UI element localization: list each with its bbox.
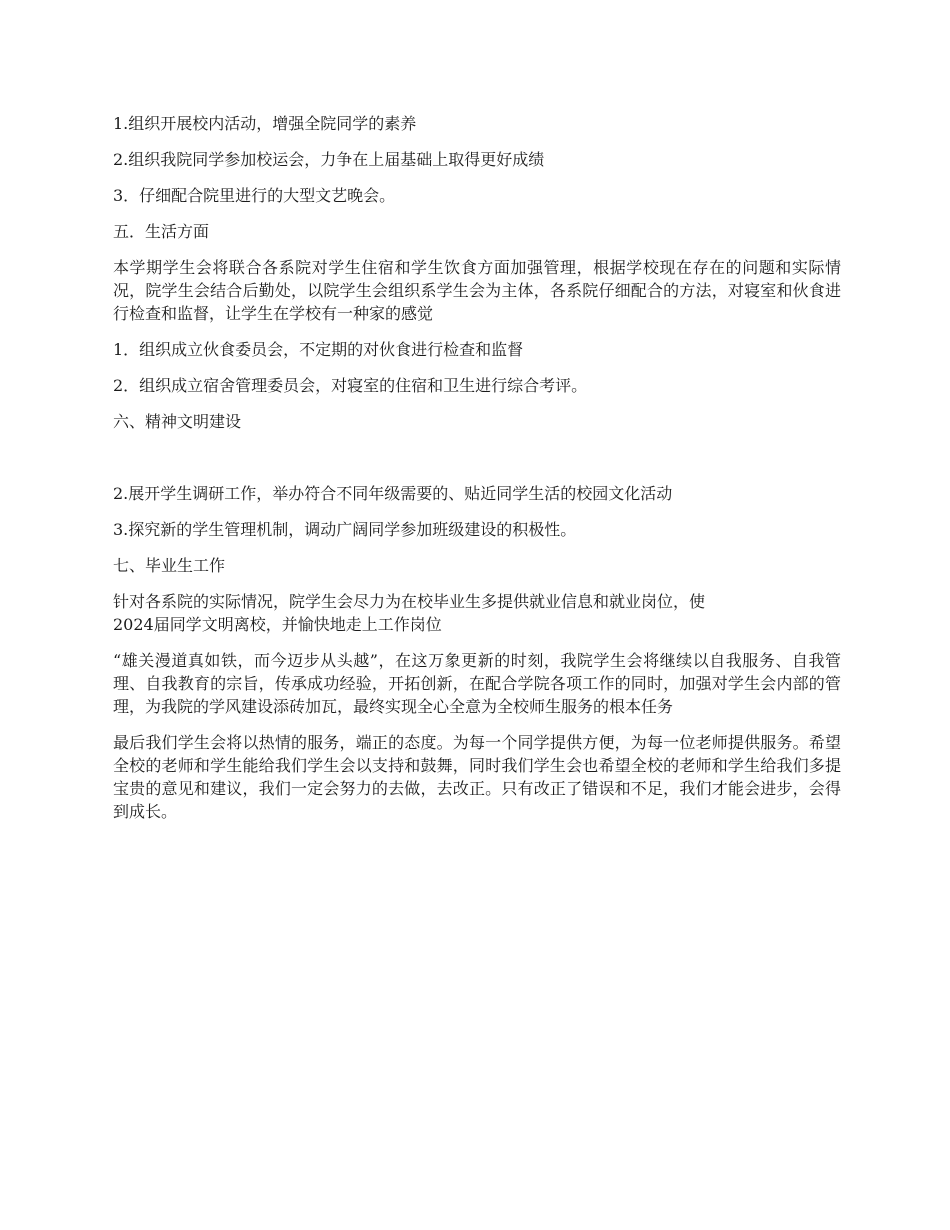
- section-heading-life: 五．生活方面: [113, 222, 210, 241]
- list-item-art-gala: 3．仔细配合院里进行的大型文艺晚会。: [113, 186, 396, 205]
- list-item-management-mechanism: 3.探究新的学生管理机制，调动广阔同学参加班级建设的积极性。: [113, 520, 577, 539]
- document-page: [113, 112, 841, 836]
- section-heading-civilization: 六、精神文明建设: [113, 412, 242, 431]
- list-item-student-research: 2.展开学生调研工作，举办符合不同年级需要的、贴近同学生活的校园文化活动: [113, 484, 673, 503]
- list-item-sports-meet: 2.组织我院同学参加校运会，力争在上届基础上取得更好成绩: [113, 150, 545, 169]
- section-heading-graduates: 七、毕业生工作: [113, 556, 226, 575]
- list-item-organize-activities: 1.组织开展校内活动，增强全院同学的素养: [113, 114, 417, 133]
- paragraph-closing: 最后我们学生会将以热情的服务，端正的态度。为每一个同学提供方便，为每一位老师提供服务。希望全校的老师和学生能给我们学生会以支持和鼓舞，同时我们学生会也希望全校的老师和学生给我们多提宝贵的意见和建议，我们一定会努力的去做，去改正。只有改正了错误和不足，我们才能会进步，会得到成长。: [113, 733, 841, 821]
- paragraph-quote: “雄关漫道真如铁，而今迈步从头越”，在这万象更新的时刻，我院学生会将继续以自我服务、自我管理、自我教育的宗旨，传承成功经验，开拓创新，在配合学院各项工作的同时，加强对学生会内部的管理，为我院的学风建设添砖加瓦，最终实现全心全意为全校师生服务的根本任务: [113, 651, 841, 716]
- paragraph-graduates: [113, 590, 841, 636]
- list-item-food-committee: 1．组织成立伙食委员会，不定期的对伙食进行检查和监督: [113, 340, 524, 359]
- blank-line: [113, 446, 841, 469]
- list-item-dorm-committee: 2．组织成立宿舍管理委员会，对寝室的住宿和卫生进行综合考评。: [113, 376, 588, 395]
- paragraph-life-management: 本学期学生会将联合各系院对学生住宿和学生饮食方面加强管理，根据学校现在存在的问题和实际情况，院学生会结合后勤处，以院学生会组织系学生会为主体，各系院仔细配合的方法，对寝室和伙食进行检查和监督，让学生在学校有一种家的感觉: [113, 258, 841, 323]
- paragraph-graduates-line-2: 2024届同学文明离校，并愉快地走上工作岗位: [113, 615, 442, 634]
- paragraph-graduates-line-1: 针对各系院的实际情况，院学生会尽力为在校毕业生多提供就业信息和就业岗位，使: [113, 592, 706, 611]
